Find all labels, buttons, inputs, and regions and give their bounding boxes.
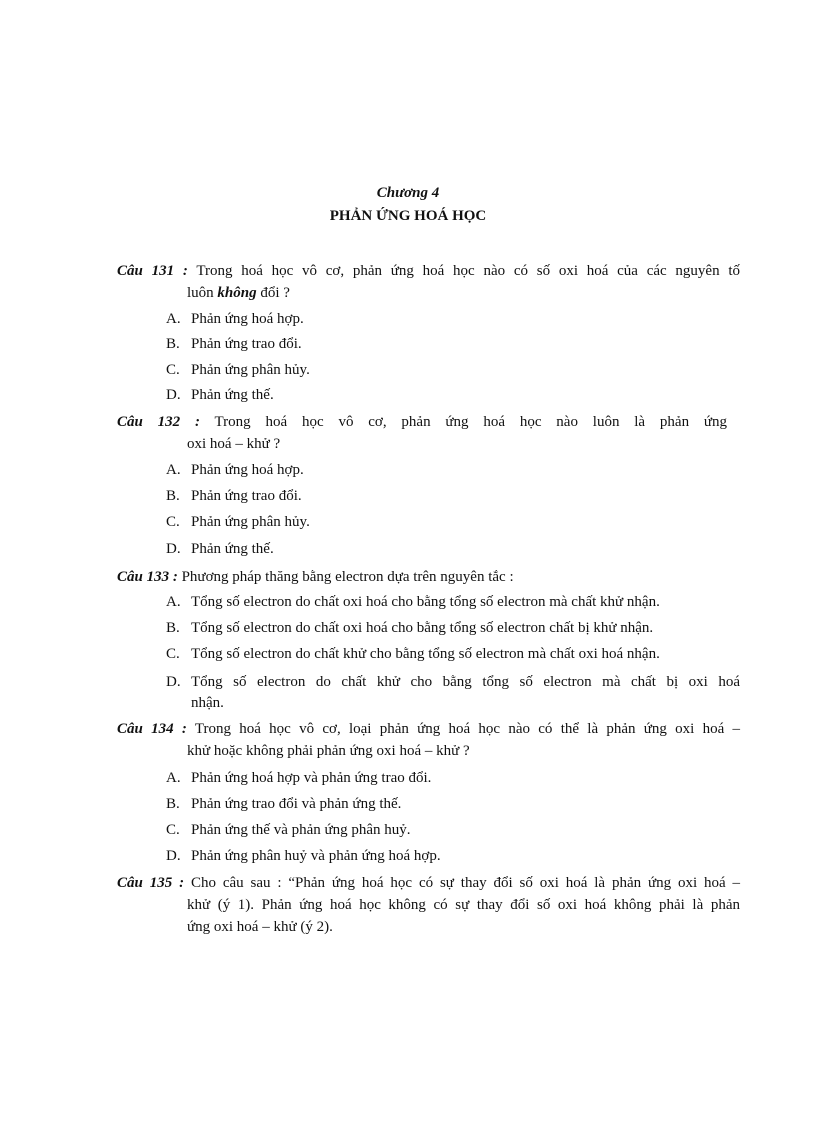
question-line: [117, 282, 740, 304]
question-line: khử hoặc không phải phản ứng oxi hoá – khử ?: [187, 743, 470, 759]
option-text: Phản ứng phân hủy.: [191, 362, 310, 378]
option-letter: D.: [166, 387, 181, 403]
option-a: [166, 768, 740, 789]
option-text: Phản ứng phân hủy.: [191, 514, 310, 530]
option-text: Tổng số electron do chất khử cho bằng tổng số electron mà chất oxi hoá nhận.: [191, 646, 660, 662]
option-letter: D.: [166, 541, 181, 557]
question-line: oxi hoá – khử ?: [187, 436, 281, 452]
option-text: Phản ứng trao đổi.: [191, 488, 302, 504]
option-letter: C.: [166, 514, 180, 530]
question-132: [117, 411, 727, 455]
question-label: Câu 134 :: [117, 721, 187, 737]
option-letter: A.: [166, 770, 181, 786]
option-c: [166, 360, 740, 381]
option-text: Phản ứng hoá hợp và phản ứng trao đổi.: [191, 770, 432, 786]
question-label: Câu 135 :: [117, 875, 185, 891]
option-d: [166, 846, 740, 867]
chapter-title: PHẢN ỨNG HOÁ HỌC: [329, 208, 487, 224]
option-letter: C.: [166, 362, 180, 378]
question-line: [117, 260, 740, 282]
option-letter: C.: [166, 822, 180, 838]
question-text: Trong hoá học vô cơ, loại phản ứng hoá học nào có thể là phản ứng oxi hoá –: [194, 721, 741, 737]
option-a: [166, 592, 740, 613]
emphasis-text: không: [217, 285, 257, 301]
option-text-cont: nhận.: [191, 695, 224, 711]
option-b: [166, 794, 740, 815]
question-131: [117, 260, 740, 304]
option-letter: C.: [166, 646, 180, 662]
option-a: [166, 460, 740, 481]
question-text: Cho câu sau : “Phản ứng hoá học có sự thay đổi số oxi hoá là phản ứng oxi hoá –: [190, 875, 741, 891]
option-letter: A.: [166, 462, 181, 478]
option-c: [166, 644, 740, 665]
option-d: [166, 385, 740, 406]
question-text: Trong hoá học vô cơ, phản ứng hoá học nào luôn là phản ứng: [214, 414, 728, 430]
question-text: Trong hoá học vô cơ, phản ứng hoá học nào có số oxi hoá của các nguyên tố: [196, 263, 741, 279]
question-line: khử (ý 1). Phản ứng hoá học không có sự thay đổi số oxi hoá không phải là phản: [187, 897, 740, 913]
option-letter: D.: [166, 848, 181, 864]
option-c: [166, 820, 740, 841]
option-letter: B.: [166, 620, 180, 636]
question-text: luôn: [187, 285, 218, 301]
option-text: Phản ứng thế và phản ứng phân huỷ.: [191, 822, 411, 838]
option-letter: B.: [166, 488, 180, 504]
question-text: đổi ?: [256, 285, 290, 301]
question-label: Câu 131 :: [117, 263, 188, 279]
option-d: [166, 672, 740, 714]
question-133: [117, 566, 740, 588]
question-135: [117, 872, 740, 938]
question-line: ứng oxi hoá – khử (ý 2).: [187, 919, 333, 935]
option-text: Phản ứng hoá hợp.: [191, 462, 304, 478]
question-text: Phương pháp thăng bằng electron dựa trên nguyên tắc :: [181, 569, 514, 585]
question-line: [117, 872, 740, 894]
question-line: [117, 411, 727, 433]
option-text: Phản ứng thế.: [191, 387, 274, 403]
option-letter: B.: [166, 796, 180, 812]
option-text: Tổng số electron do chất khử cho bằng tổng số electron mà chất bị oxi hoá: [191, 674, 740, 690]
option-letter: A.: [166, 311, 181, 327]
option-c: [166, 512, 740, 533]
option-b: [166, 618, 740, 639]
option-d: [166, 539, 740, 560]
option-text: Phản ứng phân huỷ và phản ứng hoá hợp.: [191, 848, 441, 864]
option-a: [166, 309, 740, 330]
option-b: [166, 334, 740, 355]
option-text: Phản ứng thế.: [191, 541, 274, 557]
option-text: Phản ứng trao đổi và phản ứng thế.: [191, 796, 402, 812]
option-text: Tổng số electron do chất oxi hoá cho bằng tổng số electron chất bị khử nhận.: [191, 620, 654, 636]
option-b: [166, 486, 740, 507]
question-134: [117, 718, 740, 762]
chapter-heading: Chương 4: [376, 185, 440, 201]
question-line: [117, 718, 740, 740]
option-letter: D.: [166, 674, 181, 690]
option-text: Tổng số electron do chất oxi hoá cho bằng tổng số electron mà chất khử nhận.: [191, 594, 660, 610]
option-text: Phản ứng hoá hợp.: [191, 311, 304, 327]
option-letter: A.: [166, 594, 181, 610]
question-line: [117, 566, 740, 588]
question-label: Câu 133 :: [117, 569, 178, 585]
option-row: [166, 672, 740, 693]
option-letter: B.: [166, 336, 180, 352]
option-text: Phản ứng trao đổi.: [191, 336, 302, 352]
question-label: Câu 132 :: [117, 414, 200, 430]
